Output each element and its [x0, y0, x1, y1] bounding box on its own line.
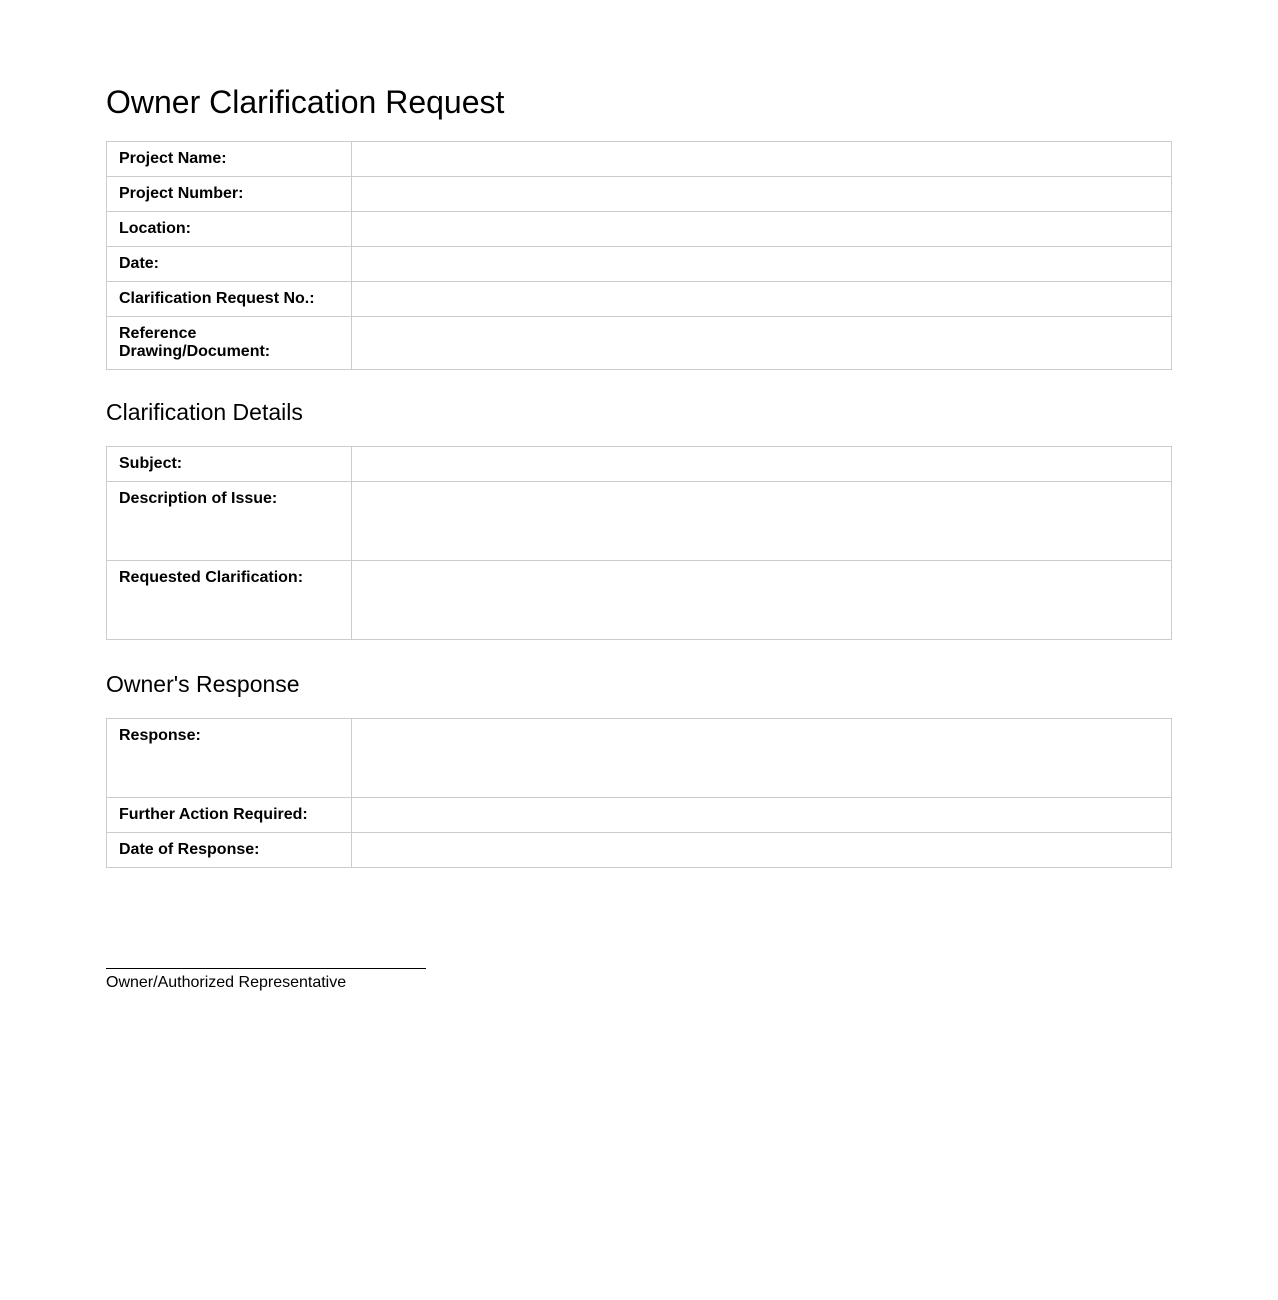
response-field[interactable] [352, 719, 1172, 798]
description-field[interactable] [352, 482, 1172, 561]
request-number-field[interactable] [352, 282, 1172, 317]
field-label: Date of Response: [107, 833, 352, 868]
signature-label: Owner/Authorized Representative [106, 974, 347, 991]
subject-field[interactable] [352, 447, 1172, 482]
requested-clarification-field[interactable] [352, 561, 1172, 640]
location-field[interactable] [352, 212, 1172, 247]
field-label: Response: [107, 719, 352, 798]
table-row [107, 212, 1172, 247]
reference-document-field[interactable] [352, 317, 1172, 370]
table-row [107, 247, 1172, 282]
signature-line[interactable] [106, 968, 426, 969]
project-name-field[interactable] [352, 142, 1172, 177]
further-action-field[interactable] [352, 798, 1172, 833]
details-table [106, 446, 1172, 640]
table-row [107, 142, 1172, 177]
field-label: Reference Drawing/Document: [107, 317, 352, 370]
field-label: Date: [107, 247, 352, 282]
table-row [107, 833, 1172, 868]
project-info-table [106, 141, 1172, 370]
table-row [107, 482, 1172, 561]
field-label: Further Action Required: [107, 798, 352, 833]
field-label: Clarification Request No.: [107, 282, 352, 317]
response-table [106, 718, 1172, 868]
field-label: Requested Clarification: [107, 561, 352, 640]
table-row [107, 447, 1172, 482]
field-label: Location: [107, 212, 352, 247]
table-row [107, 282, 1172, 317]
section-heading-details: Clarification Details [106, 399, 303, 425]
field-label: Description of Issue: [107, 482, 352, 561]
page-title: Owner Clarification Request [106, 84, 505, 120]
project-number-field[interactable] [352, 177, 1172, 212]
field-label: Subject: [107, 447, 352, 482]
table-row [107, 719, 1172, 798]
date-of-response-field[interactable] [352, 833, 1172, 868]
field-label: Project Number: [107, 177, 352, 212]
table-row [107, 177, 1172, 212]
table-row [107, 317, 1172, 370]
table-row [107, 561, 1172, 640]
section-heading-response: Owner's Response [106, 671, 300, 697]
table-row [107, 798, 1172, 833]
date-field[interactable] [352, 247, 1172, 282]
field-label: Project Name: [107, 142, 352, 177]
